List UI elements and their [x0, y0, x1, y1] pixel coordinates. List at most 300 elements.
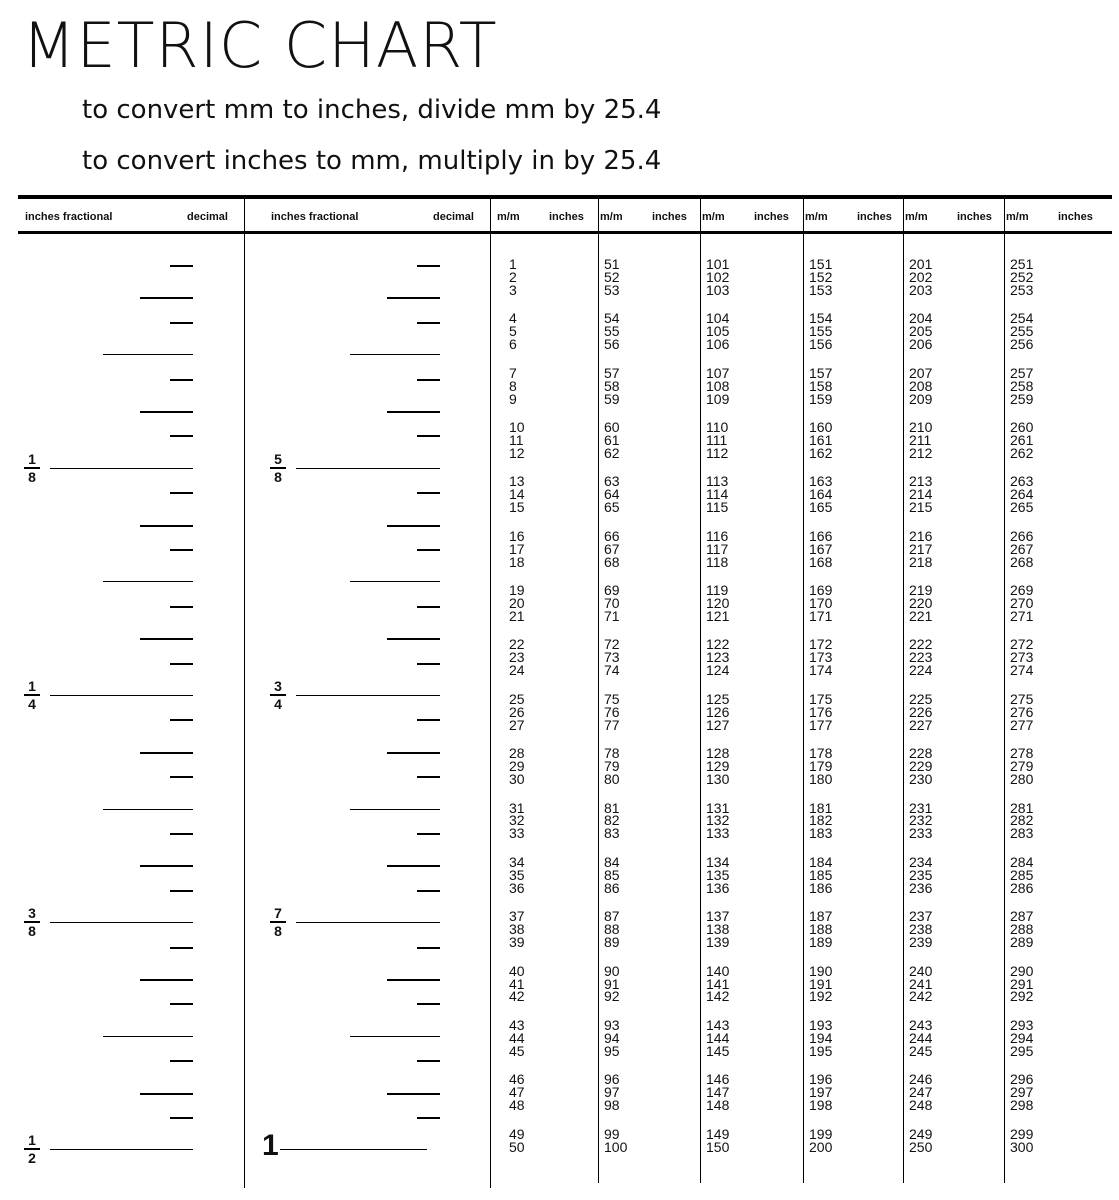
- right-leader-line: [417, 379, 440, 381]
- metric-mm-value: 237: [909, 908, 933, 925]
- divider-metric-column: [700, 198, 701, 1183]
- metric-mm-value: 277: [1010, 716, 1034, 733]
- header-inches: inches: [957, 211, 992, 223]
- metric-mm-value: 272: [1010, 636, 1034, 653]
- metric-mm-value: 54: [604, 310, 620, 327]
- metric-mm-value: 140: [706, 962, 730, 979]
- denominator: 4: [28, 696, 36, 712]
- metric-mm-value: 219: [909, 582, 933, 599]
- metric-mm-value: 70: [604, 595, 620, 612]
- right-leader-line: [417, 492, 440, 494]
- metric-mm-value: 3: [509, 281, 517, 298]
- metric-mm-value: 30: [509, 771, 525, 788]
- metric-mm-value: 261: [1010, 432, 1034, 448]
- metric-mm-value: 57: [604, 364, 620, 381]
- right-leader-line: [417, 833, 440, 835]
- metric-mm-value: 255: [1010, 323, 1034, 340]
- metric-mm-value: 144: [706, 1029, 730, 1046]
- metric-mm-value: 290: [1010, 962, 1034, 979]
- metric-mm-value: 44: [509, 1029, 525, 1046]
- metric-mm-value: 6: [509, 336, 517, 353]
- metric-mm-value: 116: [706, 527, 729, 544]
- metric-mm-value: 132: [706, 812, 730, 829]
- metric-mm-value: 192: [809, 988, 833, 1005]
- metric-mm-value: 265: [1010, 499, 1034, 516]
- metric-mm-value: 51: [604, 256, 620, 272]
- metric-mm-value: 206: [909, 336, 933, 353]
- header-mm: m/m: [1006, 211, 1029, 223]
- metric-mm-value: 96: [604, 1071, 620, 1088]
- metric-mm-value: 224: [909, 662, 933, 679]
- metric-mm-value: 85: [604, 866, 620, 883]
- right-leader-line: [387, 638, 440, 640]
- metric-mm-value: 109: [706, 390, 730, 407]
- metric-mm-value: 118: [706, 553, 729, 570]
- metric-mm-value: 182: [809, 812, 833, 829]
- left-leader-line: [50, 1149, 193, 1150]
- right-leader-line: [296, 695, 440, 696]
- left-leader-line: [103, 809, 193, 810]
- metric-mm-value: 210: [909, 419, 933, 436]
- right-leader-line: [387, 865, 440, 867]
- metric-mm-value: 209: [909, 390, 933, 407]
- metric-mm-value: 100: [604, 1138, 628, 1155]
- right-fraction-big: [270, 906, 286, 938]
- metric-mm-value: 232: [909, 812, 933, 829]
- header-decimal-left: decimal: [187, 211, 228, 223]
- metric-mm-value: 56: [604, 336, 620, 353]
- metric-mm-value: 228: [909, 745, 933, 762]
- metric-mm-value: 121: [706, 608, 730, 624]
- metric-mm-value: 8: [509, 377, 517, 394]
- right-leader-line: [280, 1149, 427, 1150]
- metric-mm-value: 174: [809, 662, 833, 679]
- metric-mm-value: 113: [706, 473, 729, 490]
- metric-mm-value: 62: [604, 444, 620, 461]
- metric-mm-value: 19: [509, 582, 525, 599]
- metric-mm-value: 190: [809, 962, 833, 979]
- right-leader-line: [350, 809, 440, 810]
- metric-mm-value: 169: [809, 582, 833, 599]
- metric-mm-value: 278: [1010, 745, 1034, 762]
- left-leader-line: [170, 1003, 193, 1005]
- right-leader-line: [350, 354, 440, 355]
- metric-mm-value: 163: [809, 473, 833, 490]
- metric-mm-value: 31: [509, 799, 525, 816]
- metric-mm-value: 247: [909, 1084, 933, 1101]
- metric-mm-value: 117: [706, 540, 729, 557]
- metric-mm-value: 91: [604, 975, 620, 992]
- metric-mm-value: 273: [1010, 649, 1034, 666]
- metric-mm-value: 222: [909, 636, 933, 653]
- header-inches-fractional-right: inches fractional: [271, 211, 359, 223]
- metric-mm-value: 200: [809, 1138, 833, 1155]
- metric-mm-value: 177: [809, 716, 833, 733]
- metric-mm-value: 25: [509, 690, 525, 707]
- right-leader-line: [417, 890, 440, 892]
- metric-mm-value: 111: [706, 432, 728, 448]
- metric-mm-value: 295: [1010, 1042, 1034, 1059]
- divider-metric-column: [903, 198, 904, 1183]
- metric-mm-value: 89: [604, 934, 620, 951]
- left-leader-line: [140, 752, 193, 754]
- metric-mm-value: 160: [809, 419, 833, 436]
- metric-mm-value: 53: [604, 281, 620, 298]
- metric-mm-value: 101: [706, 256, 730, 272]
- metric-mm-value: 289: [1010, 934, 1034, 951]
- metric-mm-value: 98: [604, 1097, 620, 1114]
- metric-mm-value: 241: [909, 975, 933, 992]
- metric-mm-value: 157: [809, 364, 833, 381]
- numerator: 1: [28, 1132, 36, 1149]
- header-mm: m/m: [905, 211, 928, 223]
- metric-mm-value: 10: [509, 419, 525, 436]
- metric-mm-value: 280: [1010, 771, 1034, 788]
- metric-mm-value: 296: [1010, 1071, 1034, 1088]
- metric-mm-value: 284: [1010, 853, 1034, 870]
- metric-mm-value: 245: [909, 1042, 933, 1059]
- left-leader-line: [170, 322, 193, 324]
- metric-mm-value: 17: [509, 540, 525, 557]
- metric-mm-value: 43: [509, 1016, 525, 1033]
- right-leader-line: [417, 663, 440, 665]
- metric-mm-value: 48: [509, 1097, 525, 1114]
- left-leader-line: [170, 492, 193, 494]
- metric-mm-value: 287: [1010, 908, 1034, 925]
- metric-mm-value: 181: [809, 799, 833, 816]
- metric-mm-value: 79: [604, 758, 620, 775]
- metric-mm-value: 146: [706, 1071, 730, 1088]
- metric-mm-value: 133: [706, 825, 730, 842]
- metric-mm-value: 37: [509, 908, 525, 925]
- left-fraction-big: [24, 1133, 40, 1165]
- metric-mm-value: 22: [509, 636, 525, 653]
- metric-mm-value: 172: [809, 636, 833, 653]
- metric-mm-value: 42: [509, 988, 525, 1005]
- metric-mm-value: 45: [509, 1042, 525, 1059]
- fraction-table: [0, 0, 490, 1200]
- metric-mm-value: 189: [809, 934, 833, 951]
- metric-mm-value: 264: [1010, 486, 1034, 503]
- metric-mm-value: 276: [1010, 703, 1034, 720]
- metric-mm-value: 238: [909, 921, 933, 938]
- metric-mm-value: 251: [1010, 256, 1034, 272]
- left-leader-line: [170, 1117, 193, 1119]
- left-fraction-big: [24, 906, 40, 938]
- metric-mm-value: 205: [909, 323, 933, 340]
- metric-mm-value: 71: [604, 608, 620, 624]
- metric-mm-value: 32: [509, 812, 525, 829]
- metric-mm-value: 281: [1010, 799, 1034, 816]
- metric-mm-value: 83: [604, 825, 620, 842]
- metric-mm-value: 142: [706, 988, 730, 1005]
- metric-mm-value: 152: [809, 268, 833, 285]
- metric-mm-value: 75: [604, 690, 620, 707]
- metric-mm-value: 239: [909, 934, 933, 951]
- metric-mm-value: 138: [706, 921, 730, 938]
- subtitle-inches-to-mm: to convert inches to mm, multiply in by 25.4: [82, 146, 662, 176]
- metric-mm-value: 38: [509, 921, 525, 938]
- metric-mm-value: 220: [909, 595, 933, 612]
- metric-mm-value: 183: [809, 825, 833, 842]
- left-leader-line: [170, 663, 193, 665]
- metric-mm-value: 170: [809, 595, 833, 612]
- left-leader-line: [140, 525, 193, 527]
- metric-mm-value: 202: [909, 268, 933, 285]
- left-leader-line: [103, 581, 193, 582]
- metric-mm-value: 4: [509, 310, 517, 327]
- metric-mm-value: 136: [706, 879, 730, 896]
- right-leader-line: [417, 265, 440, 267]
- metric-mm-value: 162: [809, 444, 833, 461]
- right-leader-line: [387, 1093, 440, 1095]
- metric-mm-value: 77: [604, 716, 620, 733]
- header-mm: m/m: [497, 211, 520, 223]
- header-inches: inches: [549, 211, 584, 223]
- numerator: 1: [28, 678, 36, 694]
- metric-mm-value: 213: [909, 473, 933, 490]
- metric-mm-value: 153: [809, 281, 833, 298]
- metric-mm-value: 233: [909, 825, 933, 842]
- metric-mm-value: 16: [509, 527, 525, 544]
- metric-mm-value: 161: [809, 432, 833, 448]
- metric-mm-value: 230: [909, 771, 933, 788]
- metric-mm-value: 34: [509, 853, 525, 870]
- metric-mm-value: 297: [1010, 1084, 1034, 1101]
- right-leader-line: [417, 1060, 440, 1062]
- metric-mm-value: 69: [604, 582, 620, 599]
- metric-mm-value: 149: [706, 1125, 730, 1142]
- metric-mm-value: 66: [604, 527, 620, 544]
- metric-mm-value: 171: [809, 608, 833, 624]
- denominator: 8: [28, 468, 36, 485]
- header-inches-fractional-left: inches fractional: [25, 211, 113, 223]
- divider-metric-column: [1004, 198, 1005, 1183]
- numerator: 3: [28, 905, 36, 922]
- metric-mm-value: 167: [809, 540, 833, 557]
- metric-mm-value: 65: [604, 499, 620, 516]
- metric-mm-value: 46: [509, 1071, 525, 1088]
- metric-mm-value: 74: [604, 662, 620, 679]
- metric-mm-value: 188: [809, 921, 833, 938]
- denominator: 2: [28, 1150, 36, 1167]
- right-leader-line: [387, 979, 440, 981]
- metric-mm-value: 9: [509, 390, 517, 407]
- metric-mm-value: 78: [604, 745, 620, 762]
- metric-mm-value: 106: [706, 336, 730, 353]
- right-fraction-whole: 1: [262, 1129, 279, 1163]
- right-fraction-big: [270, 452, 286, 484]
- metric-mm-value: 108: [706, 377, 730, 394]
- metric-mm-value: 49: [509, 1125, 525, 1142]
- metric-mm-value: 150: [706, 1138, 730, 1155]
- metric-mm-value: 215: [909, 499, 933, 516]
- metric-mm-value: 221: [909, 608, 933, 624]
- metric-mm-value: 151: [809, 256, 833, 272]
- metric-mm-value: 39: [509, 934, 525, 951]
- right-leader-line: [387, 752, 440, 754]
- metric-mm-value: 97: [604, 1084, 620, 1101]
- metric-mm-value: 114: [706, 486, 729, 503]
- metric-mm-value: 173: [809, 649, 833, 666]
- metric-mm-value: 269: [1010, 582, 1034, 599]
- metric-mm-value: 187: [809, 908, 833, 925]
- metric-mm-value: 12: [509, 444, 525, 461]
- metric-mm-value: 242: [909, 988, 933, 1005]
- left-leader-line: [140, 411, 193, 413]
- metric-mm-value: 18: [509, 553, 525, 570]
- metric-mm-value: 84: [604, 853, 620, 870]
- left-leader-line: [170, 719, 193, 721]
- metric-mm-value: 137: [706, 908, 730, 925]
- metric-mm-value: 158: [809, 377, 833, 394]
- left-fraction-big: [24, 679, 40, 711]
- metric-mm-value: 95: [604, 1042, 620, 1059]
- metric-mm-value: 253: [1010, 281, 1034, 298]
- left-leader-line: [170, 606, 193, 608]
- metric-mm-value: 105: [706, 323, 730, 340]
- metric-mm-value: 33: [509, 825, 525, 842]
- metric-mm-value: 207: [909, 364, 933, 381]
- metric-mm-value: 275: [1010, 690, 1034, 707]
- metric-mm-value: 254: [1010, 310, 1034, 327]
- right-leader-line: [417, 947, 440, 949]
- left-leader-line: [103, 354, 193, 355]
- left-leader-line: [50, 922, 193, 923]
- metric-mm-value: 274: [1010, 662, 1034, 679]
- metric-mm-value: 2: [509, 268, 517, 285]
- metric-mm-value: 5: [509, 323, 517, 340]
- metric-mm-value: 128: [706, 745, 730, 762]
- metric-mm-value: 168: [809, 553, 833, 570]
- metric-mm-value: 250: [909, 1138, 933, 1155]
- numerator: 5: [274, 450, 282, 467]
- metric-mm-value: 223: [909, 649, 933, 666]
- metric-mm-value: 293: [1010, 1016, 1034, 1033]
- right-leader-line: [417, 719, 440, 721]
- metric-mm-value: 90: [604, 962, 620, 979]
- header-decimal-right: decimal: [433, 211, 474, 223]
- metric-mm-value: 191: [809, 975, 833, 992]
- metric-mm-value: 283: [1010, 825, 1034, 842]
- metric-mm-value: 60: [604, 419, 620, 436]
- metric-mm-value: 148: [706, 1097, 730, 1114]
- metric-mm-value: 55: [604, 323, 620, 340]
- metric-mm-value: 99: [604, 1125, 620, 1142]
- denominator: 8: [28, 923, 36, 940]
- left-leader-line: [170, 890, 193, 892]
- right-leader-line: [417, 606, 440, 608]
- left-leader-line: [170, 379, 193, 381]
- metric-mm-value: 81: [604, 799, 620, 816]
- metric-mm-value: 178: [809, 745, 833, 762]
- left-leader-line: [170, 549, 193, 551]
- metric-mm-value: 145: [706, 1042, 730, 1059]
- metric-mm-value: 68: [604, 553, 620, 570]
- metric-mm-value: 87: [604, 908, 620, 925]
- metric-mm-value: 267: [1010, 540, 1034, 557]
- metric-mm-value: 130: [706, 771, 730, 788]
- left-leader-line: [140, 297, 193, 299]
- metric-mm-value: 212: [909, 444, 933, 461]
- metric-mm-value: 203: [909, 281, 933, 298]
- metric-mm-value: 229: [909, 758, 933, 775]
- metric-mm-value: 47: [509, 1084, 525, 1101]
- metric-mm-value: 124: [706, 662, 730, 679]
- metric-mm-value: 119: [706, 582, 729, 599]
- metric-mm-value: 63: [604, 473, 620, 490]
- numerator: 1: [28, 450, 36, 467]
- metric-mm-value: 131: [706, 799, 730, 816]
- metric-mm-value: 112: [706, 444, 729, 461]
- metric-mm-value: 231: [909, 799, 933, 816]
- left-leader-line: [50, 468, 193, 469]
- denominator: 8: [274, 468, 282, 485]
- metric-mm-value: 291: [1010, 975, 1034, 992]
- metric-mm-value: 88: [604, 921, 620, 938]
- metric-mm-value: 135: [706, 866, 730, 883]
- left-leader-line: [140, 865, 193, 867]
- metric-mm-value: 72: [604, 636, 620, 653]
- metric-mm-value: 61: [604, 432, 620, 448]
- header-mm: m/m: [702, 211, 725, 223]
- metric-mm-value: 104: [706, 310, 730, 327]
- metric-mm-value: 204: [909, 310, 933, 327]
- metric-mm-value: 179: [809, 758, 833, 775]
- metric-mm-value: 126: [706, 703, 730, 720]
- header-mm: m/m: [805, 211, 828, 223]
- metric-mm-value: 67: [604, 540, 620, 557]
- metric-mm-value: 252: [1010, 268, 1034, 285]
- metric-mm-value: 64: [604, 486, 620, 503]
- metric-mm-value: 234: [909, 853, 933, 870]
- metric-mm-value: 248: [909, 1097, 933, 1114]
- metric-mm-value: 86: [604, 879, 620, 896]
- right-leader-line: [296, 468, 440, 469]
- metric-mm-value: 127: [706, 716, 730, 733]
- metric-mm-value: 270: [1010, 595, 1034, 612]
- metric-mm-value: 262: [1010, 444, 1034, 461]
- metric-mm-value: 125: [706, 690, 730, 707]
- metric-mm-value: 285: [1010, 866, 1034, 883]
- metric-mm-value: 50: [509, 1138, 525, 1155]
- left-leader-line: [140, 979, 193, 981]
- right-leader-line: [350, 1036, 440, 1037]
- left-leader-line: [170, 435, 193, 437]
- metric-mm-value: 76: [604, 703, 620, 720]
- metric-mm-value: 271: [1010, 608, 1034, 624]
- metric-mm-value: 294: [1010, 1029, 1034, 1046]
- metric-mm-value: 27: [509, 716, 525, 733]
- right-leader-line: [387, 525, 440, 527]
- metric-mm-value: 82: [604, 812, 620, 829]
- metric-mm-value: 36: [509, 879, 525, 896]
- metric-mm-value: 199: [809, 1125, 833, 1142]
- metric-mm-value: 201: [909, 256, 933, 272]
- metric-mm-value: 80: [604, 771, 620, 788]
- right-leader-line: [417, 435, 440, 437]
- numerator: 7: [274, 905, 282, 922]
- metric-mm-value: 240: [909, 962, 933, 979]
- denominator: 8: [274, 923, 282, 940]
- metric-mm-value: 198: [809, 1097, 833, 1114]
- metric-mm-value: 73: [604, 649, 620, 666]
- metric-mm-value: 147: [706, 1084, 730, 1101]
- metric-mm-value: 141: [706, 975, 730, 992]
- right-leader-line: [350, 581, 440, 582]
- metric-mm-value: 110: [706, 419, 729, 436]
- metric-mm-value: 1: [509, 256, 517, 272]
